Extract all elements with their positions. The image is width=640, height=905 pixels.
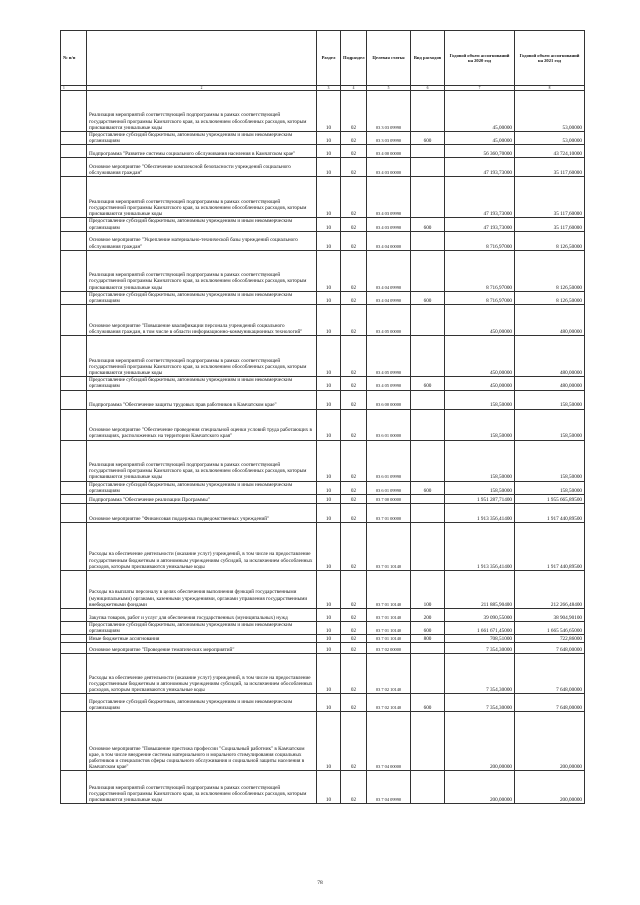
row-amount-2020: 7 354,30000	[445, 654, 515, 694]
row-target-article: 03 4 04 09990	[367, 250, 411, 291]
row-amount-2020: 450,00000	[445, 305, 515, 336]
row-number	[61, 635, 87, 643]
row-section: 10	[317, 571, 341, 609]
row-amount-2021: 1 917 440,89500	[515, 504, 585, 523]
row-amount-2021: 722,86000	[515, 635, 585, 643]
row-subsection: 02	[341, 523, 367, 571]
row-expense-type: 600	[411, 694, 445, 712]
row-amount-2020: 158,50000	[445, 390, 515, 409]
row-name: Реализация мероприятий соответствующей подпрограммы в рамках соответствующей государственной программы Камчатского края, за исключением обособленных расходов, которым присваиваются уникальные коды	[87, 771, 317, 804]
row-target-article: 03 4 03 09990	[367, 177, 411, 218]
row-amount-2021: 8 126,50000	[515, 291, 585, 304]
row-target-article: 03 4 03 09990	[367, 218, 411, 231]
row-expense-type: 600	[411, 481, 445, 494]
row-subsection: 02	[341, 495, 367, 504]
row-expense-type	[411, 158, 445, 177]
row-subsection: 02	[341, 440, 367, 481]
row-amount-2020: 8 716,97000	[445, 231, 515, 250]
row-amount-2020: 158,50000	[445, 409, 515, 440]
row-target-article: 03 4 05 00000	[367, 305, 411, 336]
column-number: 3	[317, 86, 341, 91]
row-name: Предоставление субсидий бюджетным, автономным учреждениям и иным некоммерческим организациям	[87, 132, 317, 145]
row-amount-2021: 158,50000	[515, 390, 585, 409]
table-row	[61, 495, 585, 504]
row-target-article: 03 7 02 00000	[367, 643, 411, 654]
row-number	[61, 504, 87, 523]
column-number: 7	[445, 86, 515, 91]
row-name: Основное мероприятие "Повышение престижа профессии "Социальный работник" в Камчатском крае, в том числе внедрение системы материального и морального стимулирования социальных работников и специалистов сферы социального обслуживания и социальной защиты населения в Камчатском крае"	[87, 712, 317, 771]
row-expense-type	[411, 440, 445, 481]
row-name: Основное мероприятие "Обеспечение проведения специальной оценки условий труда работающих в организациях, расположенных на территории Камчатского края"	[87, 409, 317, 440]
row-subsection: 02	[341, 571, 367, 609]
row-expense-type: 600	[411, 132, 445, 145]
row-expense-type: 600	[411, 377, 445, 390]
row-section: 10	[317, 635, 341, 643]
row-number	[61, 571, 87, 609]
row-amount-2020: 45,00000	[445, 132, 515, 145]
table-row	[61, 440, 585, 481]
row-amount-2021: 53,00000	[515, 132, 585, 145]
row-subsection: 02	[341, 771, 367, 804]
row-target-article: 03 7 01 10140	[367, 609, 411, 622]
row-amount-2021: 480,00000	[515, 305, 585, 336]
row-subsection: 02	[341, 231, 367, 250]
row-number	[61, 390, 87, 409]
row-name: Предоставление субсидий бюджетным, автономным учреждениям и иным некоммерческим организациям	[87, 218, 317, 231]
column-number: 8	[515, 86, 585, 91]
header-section: Раздел	[317, 31, 341, 86]
row-target-article: 03 3 03 09990	[367, 91, 411, 132]
table-row	[61, 654, 585, 694]
row-name: Основное мероприятие "Укрепление материально-технической базы учреждений социального обслуживания граждан"	[87, 231, 317, 250]
row-subsection: 02	[341, 158, 367, 177]
row-amount-2020: 200,00000	[445, 712, 515, 771]
row-expense-type	[411, 177, 445, 218]
header-amount-2021: Годовой объем ассигнований на 2021 год	[515, 31, 585, 86]
row-subsection: 02	[341, 250, 367, 291]
row-number	[61, 377, 87, 390]
row-expense-type	[411, 231, 445, 250]
table-row	[61, 712, 585, 771]
row-subsection: 02	[341, 622, 367, 635]
row-number	[61, 231, 87, 250]
table-row	[61, 523, 585, 571]
row-amount-2020: 39 090,55000	[445, 609, 515, 622]
row-expense-type: 100	[411, 571, 445, 609]
table-row	[61, 622, 585, 635]
header-target-article: Целевая статья	[367, 31, 411, 86]
header-name	[87, 31, 317, 86]
row-subsection: 02	[341, 643, 367, 654]
row-amount-2021: 1 665 546,65000	[515, 622, 585, 635]
table-row	[61, 481, 585, 494]
table-row	[61, 771, 585, 804]
row-amount-2021: 158,50000	[515, 409, 585, 440]
column-number: 4	[341, 86, 367, 91]
row-number	[61, 654, 87, 694]
row-target-article: 03 6 01 09990	[367, 481, 411, 494]
row-amount-2021: 43 724,10000	[515, 145, 585, 158]
row-amount-2020: 47 193,73000	[445, 177, 515, 218]
row-amount-2021: 35 117,60000	[515, 177, 585, 218]
row-subsection: 02	[341, 91, 367, 132]
row-name: Подпрограмма "Развитие системы социального обслуживания населения в Камчатском крае"	[87, 145, 317, 158]
row-name: Реализация мероприятий соответствующей подпрограммы в рамках соответствующей государственной программы Камчатского края, за исключением обособленных расходов, которым присваиваются уникальные коды	[87, 336, 317, 377]
row-amount-2021: 212 266,48400	[515, 571, 585, 609]
table-row	[61, 158, 585, 177]
row-amount-2021: 158,50000	[515, 481, 585, 494]
table-row	[61, 409, 585, 440]
row-number	[61, 643, 87, 654]
row-section: 10	[317, 231, 341, 250]
row-expense-type	[411, 771, 445, 804]
row-section: 10	[317, 177, 341, 218]
row-section: 10	[317, 481, 341, 494]
table-row	[61, 291, 585, 304]
row-section: 10	[317, 643, 341, 654]
row-name: Подпрограмма "Обеспечение защиты трудовых прав работников в Камчатском крае"	[87, 390, 317, 409]
row-section: 10	[317, 523, 341, 571]
row-name: Реализация мероприятий соответствующей подпрограммы в рамках соответствующей государственной программы Камчатского края, за исключением обособленных расходов, которым присваиваются уникальные коды	[87, 177, 317, 218]
row-amount-2021: 38 904,90100	[515, 609, 585, 622]
row-name: Подпрограмма "Обеспечение реализации Программы"	[87, 495, 317, 504]
row-section: 10	[317, 694, 341, 712]
row-name: Предоставление субсидий бюджетным, автономным учреждениям и иным некоммерческим организациям	[87, 694, 317, 712]
row-amount-2020: 1 661 671,45000	[445, 622, 515, 635]
row-target-article: 03 3 03 09990	[367, 132, 411, 145]
row-number	[61, 523, 87, 571]
row-name: Основное мероприятие "Финансовая поддержка подведомственных учреждений"	[87, 504, 317, 523]
row-amount-2020: 1 913 356,41400	[445, 504, 515, 523]
row-amount-2021: 480,00000	[515, 336, 585, 377]
row-expense-type	[411, 643, 445, 654]
row-number	[61, 495, 87, 504]
row-amount-2021: 480,00000	[515, 377, 585, 390]
row-subsection: 02	[341, 336, 367, 377]
row-section: 10	[317, 145, 341, 158]
row-name: Расходы на обеспечение деятельности (оказание услуг) учреждений, в том числе на предоставление государственным бюджетным и автономным учреждениям субсидий, за исключением обособленных расходов, которым присваиваются уникальные коды	[87, 523, 317, 571]
row-amount-2020: 8 716,97000	[445, 250, 515, 291]
row-target-article: 03 7 01 10140	[367, 571, 411, 609]
row-name: Предоставление субсидий бюджетным, автономным учреждениям и иным некоммерческим организациям	[87, 291, 317, 304]
row-amount-2020: 200,00000	[445, 771, 515, 804]
row-amount-2021: 1 917 440,89500	[515, 523, 585, 571]
row-section: 10	[317, 504, 341, 523]
header-number: № п/п	[61, 31, 87, 86]
row-section: 10	[317, 336, 341, 377]
row-amount-2021: 7 648,00000	[515, 694, 585, 712]
row-section: 10	[317, 712, 341, 771]
table-row	[61, 91, 585, 132]
row-subsection: 02	[341, 305, 367, 336]
row-amount-2020: 47 193,73000	[445, 218, 515, 231]
row-name: Закупка товаров, работ и услуг для обеспечения государственных (муниципальных) нужд	[87, 609, 317, 622]
row-subsection: 02	[341, 654, 367, 694]
table-row	[61, 250, 585, 291]
row-section: 10	[317, 609, 341, 622]
row-amount-2021: 200,00000	[515, 771, 585, 804]
row-amount-2021: 7 648,00000	[515, 643, 585, 654]
row-target-article: 03 7 01 00000	[367, 504, 411, 523]
row-expense-type: 600	[411, 291, 445, 304]
table-row	[61, 504, 585, 523]
row-name: Предоставление субсидий бюджетным, автономным учреждениям и иным некоммерческим организациям	[87, 622, 317, 635]
column-number: 5	[367, 86, 411, 91]
row-amount-2020: 708,51000	[445, 635, 515, 643]
row-expense-type	[411, 336, 445, 377]
row-section: 10	[317, 305, 341, 336]
row-name: Основное мероприятие "Обеспечение комплексной безопасности учреждений социального обслуживания граждан"	[87, 158, 317, 177]
table-row	[61, 571, 585, 609]
row-subsection: 02	[341, 609, 367, 622]
column-number: 2	[87, 86, 317, 91]
row-subsection: 02	[341, 218, 367, 231]
header-expense-type: Вид расходов	[411, 31, 445, 86]
column-number: 1	[61, 86, 87, 91]
row-name: Иные бюджетные ассигнования	[87, 635, 317, 643]
table-row	[61, 377, 585, 390]
row-target-article: 03 4 04 00000	[367, 231, 411, 250]
row-expense-type	[411, 390, 445, 409]
row-amount-2020: 158,50000	[445, 440, 515, 481]
row-subsection: 02	[341, 291, 367, 304]
row-expense-type	[411, 712, 445, 771]
row-target-article: 03 4 03 00000	[367, 158, 411, 177]
row-name: Реализация мероприятий соответствующей подпрограммы в рамках соответствующей государственной программы Камчатского края, за исключением обособленных расходов, которым присваиваются уникальные коды	[87, 91, 317, 132]
row-amount-2020: 47 193,73000	[445, 158, 515, 177]
row-number	[61, 712, 87, 771]
page-number: 78	[317, 880, 323, 886]
row-number	[61, 609, 87, 622]
row-amount-2021: 1 955 665,89500	[515, 495, 585, 504]
row-subsection: 02	[341, 712, 367, 771]
row-target-article: 03 6 01 00000	[367, 409, 411, 440]
row-number	[61, 145, 87, 158]
row-expense-type	[411, 145, 445, 158]
table-row	[61, 145, 585, 158]
table-row	[61, 694, 585, 712]
row-expense-type: 600	[411, 218, 445, 231]
row-expense-type	[411, 654, 445, 694]
row-name: Основное мероприятие "Проведение тематических мероприятий"	[87, 643, 317, 654]
row-target-article: 03 7 00 00000	[367, 495, 411, 504]
row-subsection: 02	[341, 504, 367, 523]
row-subsection: 02	[341, 177, 367, 218]
table-row	[61, 336, 585, 377]
row-amount-2021: 35 117,60000	[515, 218, 585, 231]
row-expense-type: 600	[411, 622, 445, 635]
row-target-article: 03 7 01 10140	[367, 622, 411, 635]
row-target-article: 03 7 02 10140	[367, 654, 411, 694]
row-amount-2020: 450,00000	[445, 377, 515, 390]
table-body	[61, 91, 585, 804]
row-target-article: 03 7 01 10140	[367, 635, 411, 643]
row-section: 10	[317, 158, 341, 177]
row-subsection: 02	[341, 377, 367, 390]
row-name: Реализация мероприятий соответствующей подпрограммы в рамках соответствующей государственной программы Камчатского края, за исключением обособленных расходов, которым присваиваются уникальные коды	[87, 250, 317, 291]
table-row	[61, 643, 585, 654]
row-amount-2021: 158,50000	[515, 440, 585, 481]
row-expense-type: 800	[411, 635, 445, 643]
row-section: 10	[317, 390, 341, 409]
row-target-article: 03 7 04 00000	[367, 712, 411, 771]
row-number	[61, 132, 87, 145]
row-section: 10	[317, 654, 341, 694]
row-target-article: 03 6 01 09990	[367, 440, 411, 481]
row-number	[61, 177, 87, 218]
row-expense-type	[411, 91, 445, 132]
row-amount-2021: 53,00000	[515, 91, 585, 132]
row-subsection: 02	[341, 390, 367, 409]
row-number	[61, 305, 87, 336]
row-number	[61, 694, 87, 712]
table-row	[61, 635, 585, 643]
row-subsection: 02	[341, 635, 367, 643]
row-expense-type	[411, 504, 445, 523]
row-amount-2020: 56 360,70000	[445, 145, 515, 158]
row-number	[61, 771, 87, 804]
row-section: 10	[317, 495, 341, 504]
document-page	[60, 30, 584, 804]
row-amount-2020: 1 913 356,41400	[445, 523, 515, 571]
row-number	[61, 440, 87, 481]
row-number	[61, 250, 87, 291]
table-row	[61, 218, 585, 231]
row-target-article: 03 4 00 00000	[367, 145, 411, 158]
row-section: 10	[317, 250, 341, 291]
row-number	[61, 291, 87, 304]
row-number	[61, 481, 87, 494]
row-target-article: 03 4 04 09990	[367, 291, 411, 304]
table-row	[61, 390, 585, 409]
row-subsection: 02	[341, 132, 367, 145]
row-section: 10	[317, 622, 341, 635]
table-row	[61, 132, 585, 145]
row-target-article: 03 6 00 00000	[367, 390, 411, 409]
row-number	[61, 409, 87, 440]
row-amount-2020: 1 951 287,71400	[445, 495, 515, 504]
row-expense-type: 200	[411, 609, 445, 622]
row-section: 10	[317, 377, 341, 390]
row-amount-2020: 158,50000	[445, 481, 515, 494]
row-amount-2020: 450,00000	[445, 336, 515, 377]
row-section: 10	[317, 132, 341, 145]
row-amount-2020: 8 716,97000	[445, 291, 515, 304]
header-subsection: Подраздел	[341, 31, 367, 86]
row-subsection: 02	[341, 409, 367, 440]
row-target-article: 03 7 04 09990	[367, 771, 411, 804]
row-number	[61, 218, 87, 231]
header-row	[61, 31, 585, 86]
row-subsection: 02	[341, 481, 367, 494]
row-target-article: 03 7 02 10140	[367, 694, 411, 712]
row-subsection: 02	[341, 694, 367, 712]
row-section: 10	[317, 291, 341, 304]
row-section: 10	[317, 409, 341, 440]
row-number	[61, 158, 87, 177]
row-name: Предоставление субсидий бюджетным, автономным учреждениям и иным некоммерческим организациям	[87, 377, 317, 390]
row-name: Реализация мероприятий соответствующей подпрограммы в рамках соответствующей государственной программы Камчатского края, за исключением обособленных расходов, которым присваиваются уникальные коды	[87, 440, 317, 481]
column-number: 6	[411, 86, 445, 91]
row-section: 10	[317, 91, 341, 132]
row-number	[61, 91, 87, 132]
row-target-article: 03 4 05 09990	[367, 336, 411, 377]
header-amount-2020: Годовой объем ассигнований на 2020 год	[445, 31, 515, 86]
row-amount-2021: 8 126,50000	[515, 250, 585, 291]
row-section: 10	[317, 771, 341, 804]
row-section: 10	[317, 218, 341, 231]
row-amount-2020: 45,00000	[445, 91, 515, 132]
row-section: 10	[317, 440, 341, 481]
row-name: Предоставление субсидий бюджетным, автономным учреждениям и иным некоммерческим организациям	[87, 481, 317, 494]
table-row	[61, 305, 585, 336]
row-amount-2021: 200,00000	[515, 712, 585, 771]
row-amount-2020: 7 354,30000	[445, 694, 515, 712]
table-header	[61, 31, 585, 91]
row-expense-type	[411, 250, 445, 291]
row-name: Основное мероприятие "Повышение квалификации персонала учреждений социального обслуживания граждан, в том числе в области информационно-коммуникационных технологий"	[87, 305, 317, 336]
row-amount-2021: 8 126,50000	[515, 231, 585, 250]
row-subsection: 02	[341, 145, 367, 158]
row-expense-type	[411, 495, 445, 504]
row-target-article: 03 7 01 10140	[367, 523, 411, 571]
row-amount-2020: 211 885,90400	[445, 571, 515, 609]
row-target-article: 03 4 05 09990	[367, 377, 411, 390]
row-name: Расходы на обеспечение деятельности (оказание услуг) учреждений, в том числе на предоставление государственным бюджетным и автономным учреждениям субсидий, за исключением обособленных расходов, которым присваиваются уникальные коды	[87, 654, 317, 694]
table-row	[61, 231, 585, 250]
row-expense-type	[411, 409, 445, 440]
row-number	[61, 336, 87, 377]
row-name: Расходы на выплаты персоналу в целях обеспечения выполнения функций государственными (муниципальными) органами, казенными учреждениями, органами управления государственными внебюджетными фондами	[87, 571, 317, 609]
table-row	[61, 609, 585, 622]
row-expense-type	[411, 523, 445, 571]
row-number	[61, 622, 87, 635]
table-row	[61, 177, 585, 218]
row-amount-2021: 35 117,60000	[515, 158, 585, 177]
row-amount-2021: 7 648,00000	[515, 654, 585, 694]
row-expense-type	[411, 305, 445, 336]
budget-table	[60, 30, 585, 804]
row-amount-2020: 7 354,30000	[445, 643, 515, 654]
